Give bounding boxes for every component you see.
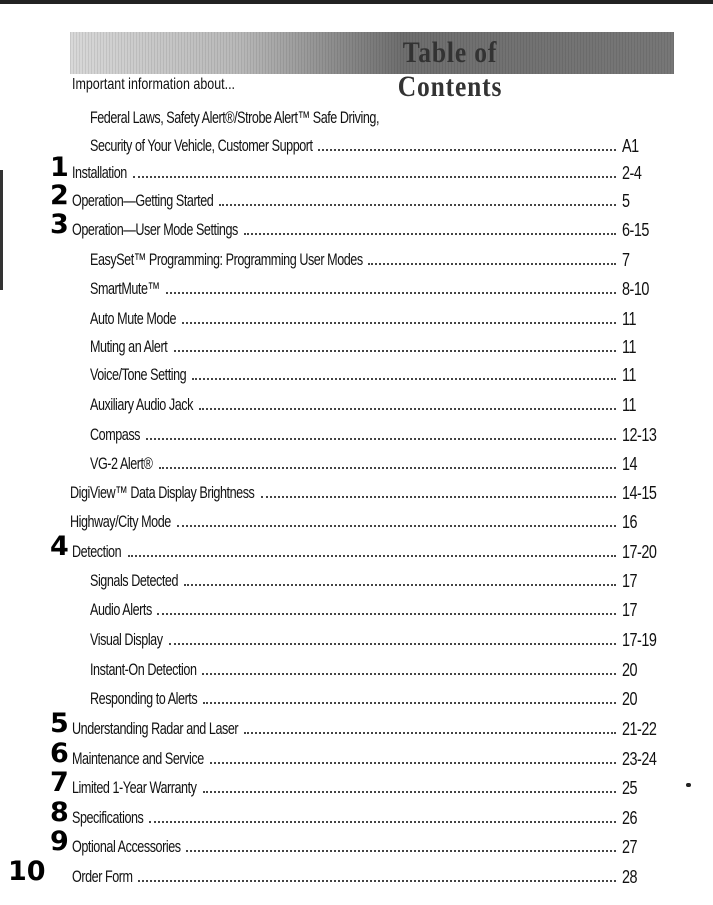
toc-page-number: 6-15 bbox=[622, 220, 649, 240]
toc-page-number: 16 bbox=[622, 512, 638, 532]
dot-leader bbox=[128, 554, 616, 557]
scan-left-border bbox=[0, 170, 3, 290]
toc-entry-label: Voice/Tone Setting bbox=[90, 365, 187, 384]
dot-leader bbox=[202, 672, 616, 675]
toc-entry bbox=[72, 156, 670, 184]
dot-leader bbox=[244, 232, 616, 235]
toc-page-number: 17-20 bbox=[622, 542, 657, 562]
dot-leader bbox=[219, 203, 616, 206]
toc-entry bbox=[90, 682, 670, 710]
toc-entry bbox=[72, 860, 670, 888]
dot-leader bbox=[177, 524, 616, 527]
scan-speck bbox=[686, 783, 691, 787]
toc-page-number: 28 bbox=[622, 867, 638, 887]
toc-entry bbox=[90, 623, 670, 651]
toc-entry-label: Compass bbox=[90, 425, 141, 444]
section-number: 6 bbox=[50, 738, 69, 769]
toc-entry-label: Instant-On Detection bbox=[90, 660, 197, 679]
toc-page-number: 11 bbox=[622, 365, 636, 385]
toc-entry bbox=[72, 801, 670, 829]
dot-leader bbox=[174, 349, 616, 352]
toc-page-number: 20 bbox=[622, 689, 638, 709]
toc-entry-label: Auto Mute Mode bbox=[90, 309, 177, 328]
toc-entry bbox=[90, 388, 670, 416]
dot-leader bbox=[203, 701, 616, 704]
dot-leader bbox=[368, 262, 616, 265]
dot-leader bbox=[182, 321, 616, 324]
toc-entry bbox=[72, 771, 670, 799]
dot-leader bbox=[159, 466, 616, 469]
dot-leader bbox=[166, 291, 616, 294]
dot-leader bbox=[192, 377, 616, 380]
toc-entry-label: Understanding Radar and Laser bbox=[72, 719, 239, 738]
toc-entry-label: Optional Accessories bbox=[72, 837, 181, 856]
toc-entry bbox=[72, 830, 670, 858]
toc-entry-label: Visual Display bbox=[90, 630, 163, 649]
toc-entry-label: Federal Laws, Safety Alert®/Strobe Alert™ Safe Driving, bbox=[90, 108, 380, 127]
toc-page-number: 27 bbox=[622, 837, 638, 857]
dot-leader bbox=[186, 849, 616, 852]
toc-entry-label: Detection bbox=[72, 542, 122, 561]
toc-page-number: A1 bbox=[622, 136, 639, 156]
section-number: 1 bbox=[50, 152, 69, 183]
toc-page-number: 23-24 bbox=[622, 749, 657, 769]
toc-entry bbox=[70, 476, 670, 504]
dot-leader bbox=[157, 612, 616, 615]
toc-entry-label: DigiView™ Data Display Brightness bbox=[70, 483, 255, 502]
section-number: 4 bbox=[50, 531, 69, 562]
dot-leader bbox=[261, 495, 616, 498]
dot-leader bbox=[146, 437, 616, 440]
toc-entry-label: Specifications bbox=[72, 808, 144, 827]
section-number: 5 bbox=[50, 708, 69, 739]
toc-entry bbox=[90, 302, 670, 330]
toc-entry bbox=[72, 535, 670, 563]
section-number: 10 bbox=[8, 856, 46, 887]
toc-page-number: 20 bbox=[622, 660, 638, 680]
toc-page-number: 5 bbox=[622, 191, 630, 211]
toc-entry bbox=[90, 564, 670, 592]
toc-entry-label: Maintenance and Service bbox=[72, 749, 204, 768]
toc-page-number: 12-13 bbox=[622, 425, 657, 445]
toc-entry bbox=[72, 184, 670, 212]
toc-entry bbox=[90, 101, 670, 129]
toc-entry-label: Audio Alerts bbox=[90, 600, 152, 619]
toc-entry-label: Highway/City Mode bbox=[70, 512, 171, 531]
toc-page-number: 17 bbox=[622, 600, 638, 620]
toc-entry bbox=[90, 330, 670, 358]
toc-entry-label: Security of Your Vehicle, Customer Support bbox=[90, 136, 313, 155]
toc-page-number: 21-22 bbox=[622, 719, 657, 739]
toc-entry-label: SmartMute™ bbox=[90, 279, 160, 298]
toc-page-number: 7 bbox=[622, 250, 630, 270]
toc-entry-label: EasySet™ Programming: Programming User Modes bbox=[90, 250, 363, 269]
section-number: 2 bbox=[50, 180, 69, 211]
toc-entry bbox=[90, 243, 670, 271]
toc-page-number: 11 bbox=[622, 395, 636, 415]
toc-page-number: 17-19 bbox=[622, 630, 657, 650]
toc-entry bbox=[70, 505, 670, 533]
toc-entry bbox=[90, 418, 670, 446]
toc-page-number: 14-15 bbox=[622, 483, 657, 503]
toc-entry-label: Auxiliary Audio Jack bbox=[90, 395, 193, 414]
section-number: 8 bbox=[50, 797, 69, 828]
dot-leader bbox=[318, 148, 616, 151]
toc-entry bbox=[90, 653, 670, 681]
toc-entry-label: Operation—Getting Started bbox=[72, 191, 214, 210]
toc-entry-label: Limited 1-Year Warranty bbox=[72, 778, 197, 797]
toc-entry bbox=[90, 358, 670, 386]
section-number: 7 bbox=[50, 767, 69, 798]
toc-entry-label: Responding to Alerts bbox=[90, 689, 198, 708]
toc-entry bbox=[90, 447, 670, 475]
toc-page-number: 11 bbox=[622, 309, 636, 329]
toc-entry bbox=[90, 129, 670, 157]
dot-leader bbox=[199, 407, 616, 410]
toc-entry bbox=[72, 742, 670, 770]
toc-entry-label: Operation—User Mode Settings bbox=[72, 220, 238, 239]
toc-entry-label: Order Form bbox=[72, 867, 133, 886]
dot-leader bbox=[210, 761, 616, 764]
toc-entry-label: Installation bbox=[72, 163, 127, 182]
section-number: 3 bbox=[50, 209, 69, 240]
toc-page-number: 8-10 bbox=[622, 279, 649, 299]
section-number: 9 bbox=[50, 826, 69, 857]
toc-entry-label: VG-2 Alert® bbox=[90, 454, 153, 473]
dot-leader bbox=[203, 790, 616, 793]
toc-entry bbox=[90, 272, 670, 300]
toc-page-number: 25 bbox=[622, 778, 638, 798]
toc-entry bbox=[72, 213, 670, 241]
toc-page-number: 17 bbox=[622, 571, 638, 591]
toc-title: Table of Contents bbox=[397, 36, 503, 103]
toc-entry-label: Signals Detected bbox=[90, 571, 179, 590]
dot-leader bbox=[184, 583, 616, 586]
dot-leader bbox=[138, 879, 616, 882]
intro-text: Important information about... bbox=[72, 76, 236, 93]
toc-page-number: 26 bbox=[622, 808, 638, 828]
toc-entry-label: Muting an Alert bbox=[90, 337, 168, 356]
dot-leader bbox=[169, 642, 616, 645]
dot-leader bbox=[133, 175, 616, 178]
scan-top-border bbox=[0, 0, 713, 4]
toc-page-number: 11 bbox=[622, 337, 636, 357]
toc-entry bbox=[72, 712, 670, 740]
toc-page-number: 2-4 bbox=[622, 163, 642, 183]
toc-entry bbox=[90, 593, 670, 621]
toc-page-number: 14 bbox=[622, 454, 638, 474]
dot-leader bbox=[244, 731, 616, 734]
dot-leader bbox=[149, 820, 616, 823]
